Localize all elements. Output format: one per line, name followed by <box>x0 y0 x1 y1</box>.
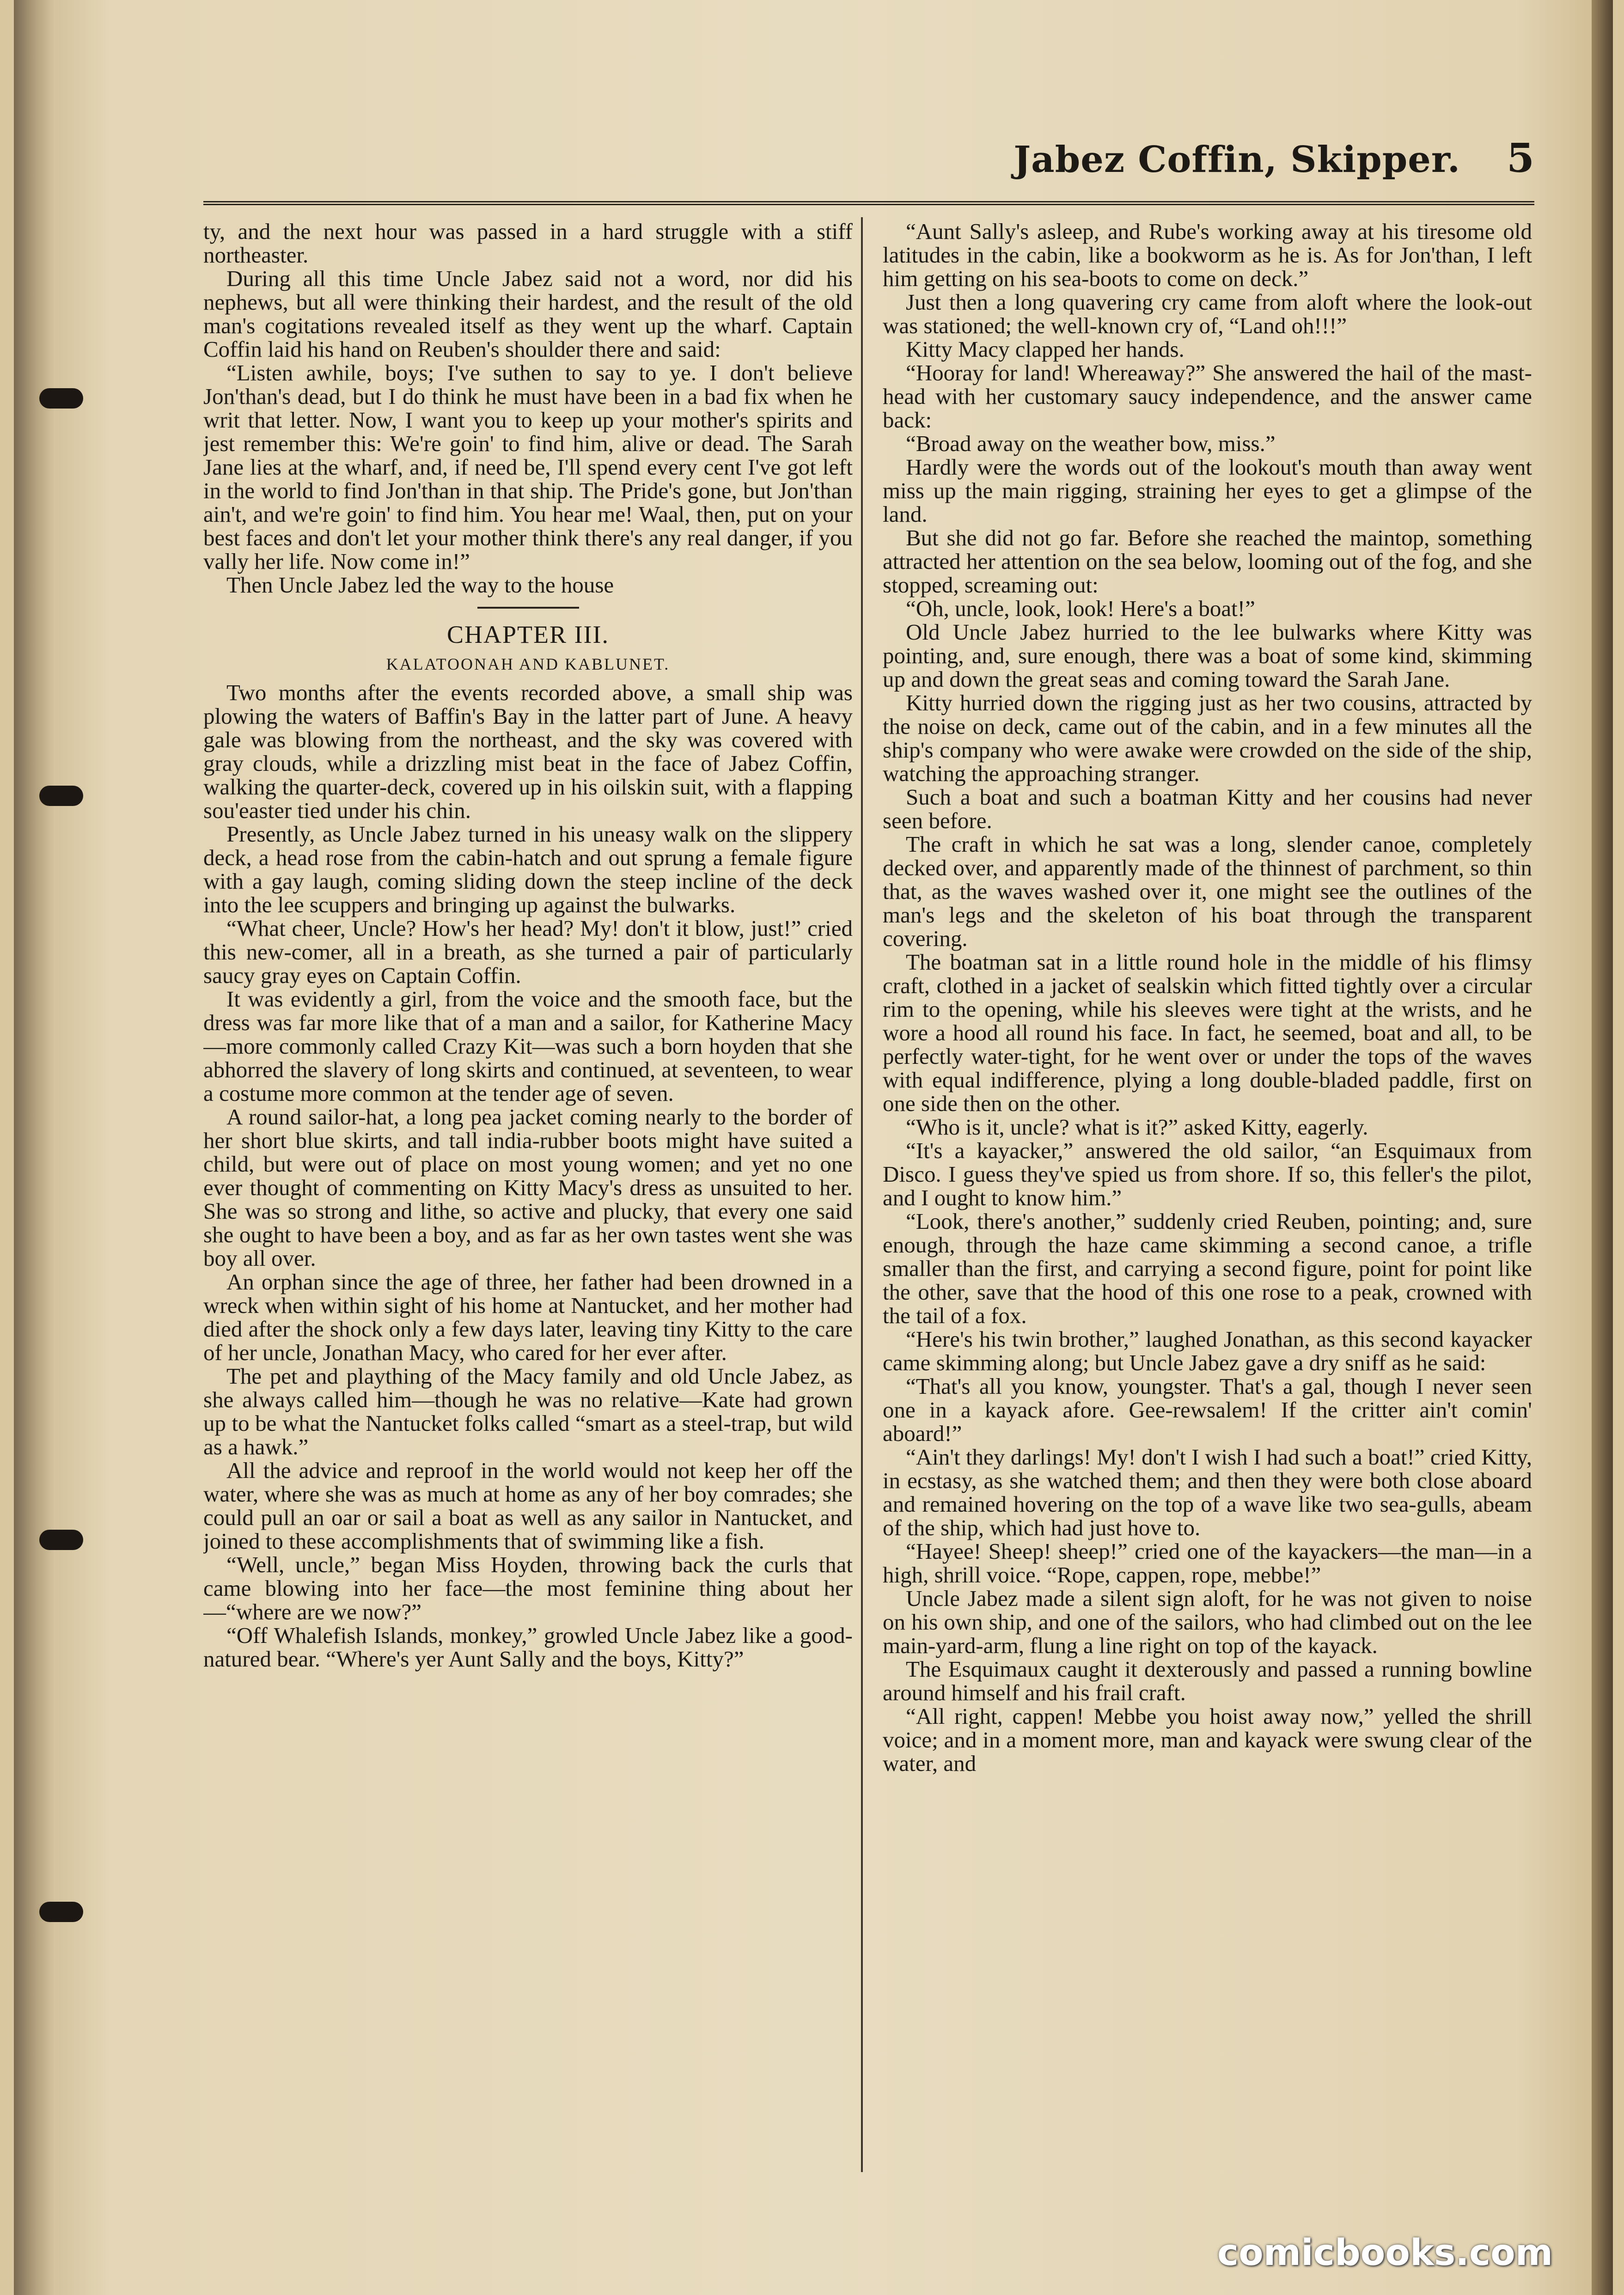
section-separator <box>477 607 579 609</box>
paragraph: “Oh, uncle, look, look! Here's a boat!” <box>906 596 1255 621</box>
right-text-column <box>883 220 1532 2179</box>
column-divider <box>861 217 863 2172</box>
paragraph: Presently, as Uncle Jabez turned in his uneasy walk on the slippery deck, a head rose from the cabin-hatch and out sprung a female figure with a gay laugh, coming sliding down the steep incline of the deck into the lee scuppers and bringing up against the bulwarks. <box>203 821 853 917</box>
paragraph: “What cheer, Uncle? How's her head? My! don't it blow, just!” cried this new-comer, all in a breath, as she turned a pair of particularly saucy gray eyes on Captain Coffin. <box>203 916 853 988</box>
paragraph: Just then a long quavering cry came from aloft where the look-out was stationed; the well-known cry of, “Land oh!!!” <box>883 289 1532 338</box>
paragraph: “Ain't they darlings! My! don't I wish I had such a boat!” cried Kitty, in ecstasy, as she watched them; and then they were both close aboard and remained hovering on the top of a wave like two sea-gulls, abeam of the ship, which had just hove to. <box>883 1444 1532 1540</box>
binding-stitch-icon <box>39 786 83 806</box>
page-edge-shadow <box>1592 0 1613 2295</box>
paragraph: Two months after the events recorded above, a small ship was plowing the waters of Baffin's Bay in the latter part of June. A heavy gale was blowing from the northeast, and the sky was covered with gray clouds, while a drizzling mist beat in the face of Jabez Coffin, walking the quarter-deck, covered up in his oilskin suit, with a flapping sou'easter tied under his chin. <box>203 680 853 823</box>
paragraph: ty, and the next hour was passed in a hard struggle with a stiff northeaster. <box>203 220 853 268</box>
paragraph: “All right, cappen! Mebbe you hoist away now,” yelled the shrill voice; and in a moment more, man and kayack were swung clear of the water, and <box>883 1703 1532 1776</box>
binding-spine <box>14 0 55 2295</box>
paragraph: During all this time Uncle Jabez said not a word, nor did his nephews, but all were thinking their hardest, and the result of the old man's cogitations revealed itself as they went up the wharf. Captain Coffin laid his hand on Reuben's shoulder there and said: <box>203 266 853 362</box>
paragraph: Such a boat and such a boatman Kitty and her cousins had never seen before. <box>883 784 1532 833</box>
chapter-subtitle: KALATOONAH AND KABLUNET. <box>386 655 670 673</box>
header-rule <box>203 201 1534 205</box>
paragraph: “Well, uncle,” began Miss Hoyden, throwing back the curls that came blowing into her face—the most feminine thing about her—“where are we now?” <box>203 1552 853 1624</box>
paragraph: The pet and plaything of the Macy family and old Uncle Jabez, as she always called him—though he was no relative—Kate had grown up to be what the Nantucket folks called “smart as a steel-trap, but wild as a hawk.” <box>203 1363 853 1459</box>
paragraph: “Broad away on the weather bow, miss.” <box>906 431 1276 456</box>
paragraph: “Who is it, uncle? what is it?” asked Kitty, eagerly. <box>906 1114 1368 1140</box>
paragraph: “Look, there's another,” suddenly cried Reuben, pointing; and, sure enough, through the haze came skimming a second canoe, a trifle smaller than the first, and carrying a second figure, point for point like the other, save that the hood of this one rose to a peak, crowned with the tail of a fox. <box>883 1209 1532 1328</box>
paragraph: All the advice and reproof in the world would not keep her off the water, where she was as much at home as any of her boy comrades; she could pull an oar or sail a boat as well as any sailor in Nantucket, and joined to these accomplishments that of swimming like a fish. <box>203 1458 853 1554</box>
left-text-column <box>203 220 853 2179</box>
paragraph: Then Uncle Jabez led the way to the house <box>226 572 614 598</box>
page-number: 5 <box>1507 135 1534 182</box>
paragraph: “That's all you know, youngster. That's a gal, though I never seen one in a kayack afore. Gee-rewsalem! If the critter ain't comin' aboard!” <box>883 1373 1532 1446</box>
binding-stitch-icon <box>39 1530 83 1550</box>
paragraph: It was evidently a girl, from the voice and the smooth face, but the dress was far more like that of a man and a sailor, for Katherine Macy—more commonly called Crazy Kit—was such a born hoyden that she abhorred the slavery of long skirts and continued, at seventeen, to wear a costume more common at the tender age of seven. <box>203 986 853 1106</box>
paragraph: “Listen awhile, boys; I've suthen to say to ye. I don't believe Jon'than's dead, but I do think he must have been in a bad fix when he writ that letter. Now, I want you to keep up your mother's spirits and jest remember this: We're goin' to find him, alive or dead. The Sarah Jane lies at the wharf, and, if need be, I'll spend every cent I've got left in the world to find Jon'than in that ship. The Pride's gone, but Jon'than ain't, and we're goin' to find him. You hear me! Waal, then, put on your best faces and don't let your mother think there's any real danger, if you vally her life. Now come in!” <box>203 360 853 574</box>
running-title: Jabez Coffin, Skipper. <box>1013 139 1460 181</box>
paragraph: Old Uncle Jabez hurried to the lee bulwarks where Kitty was pointing, and, sure enough, there was a boat of some kind, skimming up and down the great seas and coming toward the Sarah Jane. <box>883 619 1532 692</box>
paragraph: Kitty Macy clapped her hands. <box>906 336 1184 362</box>
paragraph: An orphan since the age of three, her father had been drowned in a wreck when within sight of his home at Nantucket, and her mother had died after the shock only a few days later, leaving tiny Kitty to the care of her uncle, Jonathan Macy, who cared for her ever after. <box>203 1269 853 1365</box>
binding-stitch-icon <box>39 388 83 409</box>
paragraph: “Here's his twin brother,” laughed Jonathan, as this second kayacker came skimming along; but Uncle Jabez gave a dry sniff as he said: <box>883 1326 1532 1375</box>
binding-stitch-icon <box>39 1902 83 1922</box>
paragraph: “Aunt Sally's asleep, and Rube's working away at his tiresome old latitudes in the cabin, like a bookworm as he is. As for Jon'than, I left him getting on his sea-boots to come on deck.” <box>883 220 1532 291</box>
paragraph: Kitty hurried down the rigging just as her two cousins, attracted by the noise on deck, came out of the cabin, and in a few minutes all the ship's company who were awake were crowded on the side of the ship, watching the approaching stranger. <box>883 690 1532 786</box>
paragraph: The boatman sat in a little round hole in the middle of his flimsy craft, clothed in a jacket of sealskin which fitted tightly over a circular rim to the opening, while his sleeves were tight at the wrists, and he wore a hood all round his face. In fact, he seemed, boat and all, to be perfectly water-tight, for he went over or under the tops of the waves with equal indifference, plying a long double-bladed paddle, first on one side then on the other. <box>883 949 1532 1116</box>
paragraph: The Esquimaux caught it dexterously and passed a running bowline around himself and his frail craft. <box>883 1656 1532 1705</box>
paragraph: “It's a kayacker,” answered the old sailor, “an Esquimaux from Disco. I guess they've spied us from shore. If so, this feller's the pilot, and I ought to know him.” <box>883 1138 1532 1210</box>
paragraph: Hardly were the words out of the lookout's mouth than away went miss up the main rigging, straining her eyes to get a glimpse of the land. <box>883 454 1532 527</box>
paragraph: A round sailor-hat, a long pea jacket coming nearly to the border of her short blue skirts, and tall india-rubber boots might have suited a child, but were out of place on most young women; and yet no one ever thought of commenting on Kitty Macy's dress as unsuited to her. She was so strong and lithe, so active and plucky, that every one said she ought to have been a boy, and as far as her own tastes went she was boy all over. <box>203 1104 853 1271</box>
paragraph: “Off Whalefish Islands, monkey,” growled Uncle Jabez like a good-natured bear. “Where's yer Aunt Sally and the boys, Kitty?” <box>203 1623 853 1672</box>
paragraph: “Hayee! Sheep! sheep!” cried one of the kayackers—the man—in a high, shrill voice. “Rope, cappen, rope, mebbe!” <box>883 1538 1532 1587</box>
paragraph: The craft in which he sat was a long, slender canoe, completely decked over, and apparently made of the thinnest of parchment, so thin that, as the waves washed over it, one might see the outlines of the man's legs and the skeleton of his boat through the transparent covering. <box>883 831 1532 951</box>
watermark: comicbooks.com <box>1217 2232 1553 2274</box>
paragraph: “Hooray for land! Whereaway?” She answered the hail of the mast-head with her customary saucy independence, and the answer came back: <box>883 360 1532 433</box>
chapter-title: CHAPTER III. <box>447 621 609 648</box>
paragraph: But she did not go far. Before she reached the maintop, something attracted her attention on the sea below, looming out of the fog, and she stopped, screaming out: <box>883 525 1532 598</box>
paragraph: Uncle Jabez made a silent sign aloft, for he was not given to noise on his own ship, and one of the sailors, who had climbed out on the lee main-yard-arm, flung a line right on top of the kayack. <box>883 1586 1532 1658</box>
